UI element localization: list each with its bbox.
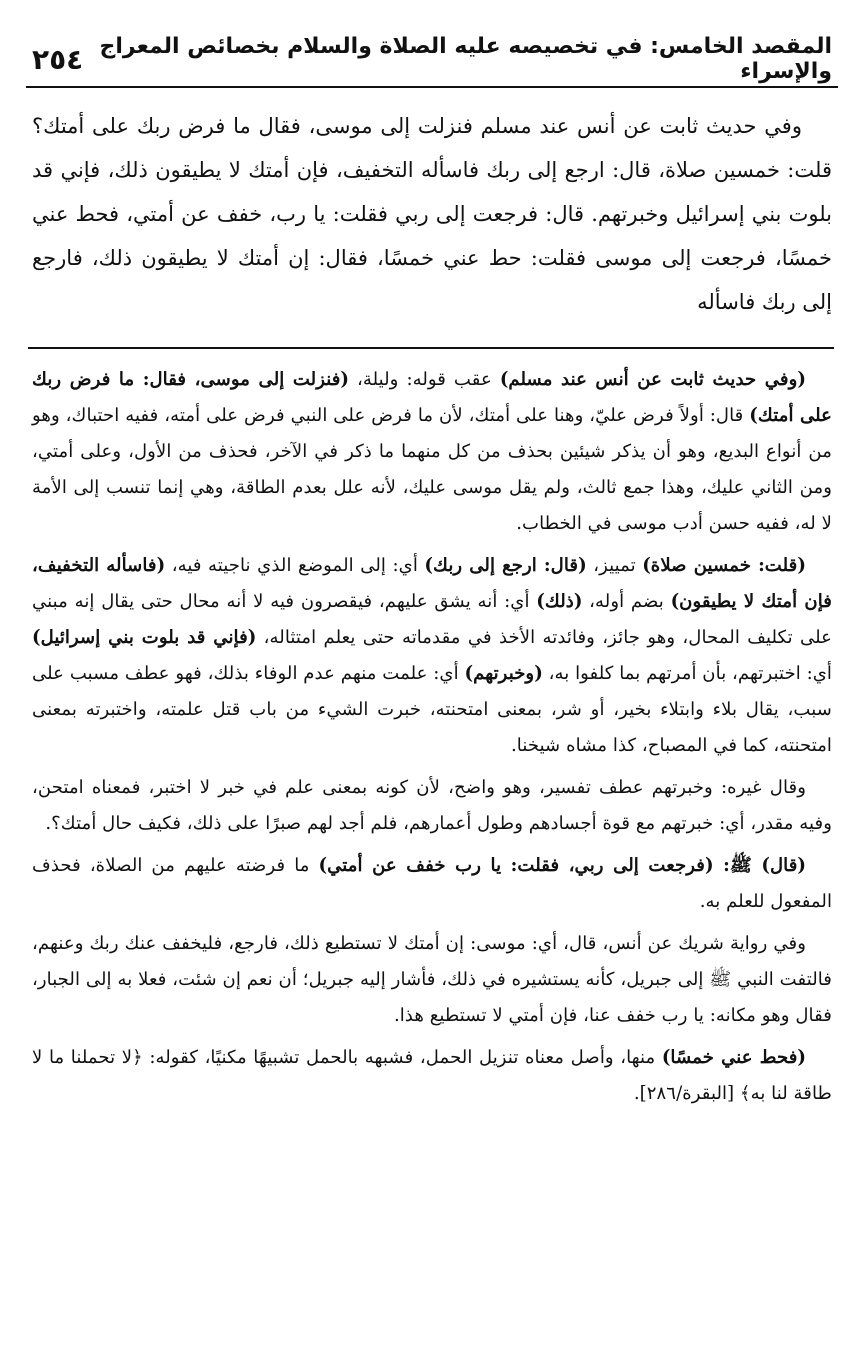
running-title: المقصد الخامس: في تخصيصه عليه الصلاة والسلام بخصائص المعراج والإسراء — [99, 34, 832, 84]
commentary-paragraph — [32, 848, 832, 920]
header-rule — [26, 86, 838, 88]
commentary-text: أي: أنه يشق عليهم، فيقصرون فيه لا أنه محال حتى يقال إنه مبني على تكليف المحال، وهو جائز، وفائدته الأخذ في مقدماته حتى يعلم امتثاله، — [32, 591, 832, 648]
quoted-text: (وفي حديث ثابت عن أنس عند مسلم) — [499, 369, 806, 390]
commentary-paragraph: وفي رواية شريك عن أنس، قال، أي: موسى: إن أمتك لا تستطيع ذلك، فارجع، فليخفف عنك ربك وعنهم، فالتفت النبي ﷺ إلى جبريل، كأنه يستشيره في ذلك، فأشار إليه جبريل؛ أن نعم إن شئت، فعلا به إلى الجبار، فقال وهو مكانه: يا رب خفف عنا، فإن أمتي لا تستطيع هذا. — [32, 933, 832, 1026]
quoted-text: (فحط عني خمسًا) — [661, 1047, 806, 1068]
quoted-text: (فاسأله التخفيف، فإن أمتك لا يطيقون) — [32, 555, 832, 612]
commentary-text: أي: علمت منهم عدم الوفاء بذلك، فهو عطف مسبب على سبب، يقال بلاء وابتلاء بخير، أو شر، بمعنى امتحنته، خبرت الشيء من باب قتل علمته، واختبرته بمعنى امتحنته، كما في المصباح، كذا مشاه شيخنا. — [32, 663, 832, 756]
commentary-text: ما فرضته عليهم من الصلاة، فحذف المفعول للعلم به. — [32, 855, 832, 912]
quoted-text: (قال) ﷺ: (فرجعت إلى ربي، فقلت: يا رب خفف عن أمتي) — [318, 855, 806, 876]
commentary-text: منها، وأصل معناه تنزيل الحمل، فشبهه بالحمل تشبيهًا مكنيًا، كقوله: ﴿لا تحملنا ما لا طاقة لنا به﴾ [البقرة/٢٨٦]. — [32, 1047, 832, 1104]
main-text: وفي حديث ثابت عن أنس عند مسلم فنزلت إلى موسى، فقال ما فرض ربك على أمتك؟ قلت: خمسين صلاة، قال: ارجع إلى ربك فاسأله التخفيف، فإن أمتك لا يطيقون ذلك، فإني قد بلوت بني إسرائيل وخبرتهم. قال: فرجعت إلى ربي فقلت: يا رب، خفف عن أمتي، فحط عني خمسًا، فرجعت إلى موسى فقلت: حط عني خمسًا، فقال: إن أمتك لا يطيقون ذلك، فارجع إلى ربك فاسأله — [32, 114, 832, 314]
commentary-text: قال: أولاً فرض عليّ، وهنا على أمتك، لأن ما فرض على النبي فرض على أمته، ففيه احتباك، وهو من أنواع البديع، وهو أن يذكر شيئين بحذف من كل منهما ما ذكر في الآخر، فحذف من الأول، وعلى أمتي، ومن الثاني عليك، وهذا جمع ثالث، ولم يقل موسى عليك، لأنه علل بعدم الطاقة، وهي إنما تنسب إلى الأمة لا له، ففيه حسن أدب موسى في الخطاب. — [32, 405, 832, 534]
footnote-divider — [28, 347, 834, 349]
commentary-text: تمييز، — [586, 555, 643, 576]
commentary-text: أي: إلى الموضع الذي ناجيته فيه، — [165, 555, 425, 576]
commentary-text: بضم أوله، — [582, 591, 671, 612]
page-header — [32, 34, 832, 84]
commentary-paragraph — [32, 548, 832, 764]
commentary-text: أي: اختبرتهم، بأن أمرتهم بما كلفوا به، — [542, 663, 832, 684]
commentary-paragraph: وقال غيره: وخبرتهم عطف تفسير، وهو واضح، لأن كونه بمعنى علم في خبر لا اختبر، فمعناه امتحن، وفيه مقدر، أي: خبرتهم مع قوة أجسادهم وطول أعمارهم، فلم أجد لهم صبرًا على ذلك، فكيف حال أمتك؟. — [32, 777, 832, 834]
commentary-text: عقب قوله: وليلة، — [349, 369, 500, 390]
quoted-text: (ذلك) — [536, 591, 583, 612]
quoted-text: (وخبرتهم) — [464, 663, 543, 684]
commentary — [32, 362, 832, 1118]
commentary-paragraph — [32, 362, 832, 542]
quoted-text: (قلت: خمسين صلاة) — [642, 555, 806, 576]
page-number: ٢٥٤ — [32, 42, 84, 76]
quoted-text: (فنزلت إلى موسى، فقال: ما فرض ربك على أمتك) — [32, 369, 832, 426]
commentary-paragraph — [32, 1040, 832, 1112]
quoted-text: (فإني قد بلوت بني إسرائيل) — [32, 627, 257, 648]
quoted-text: (قال: ارجع إلى ربك) — [424, 555, 587, 576]
